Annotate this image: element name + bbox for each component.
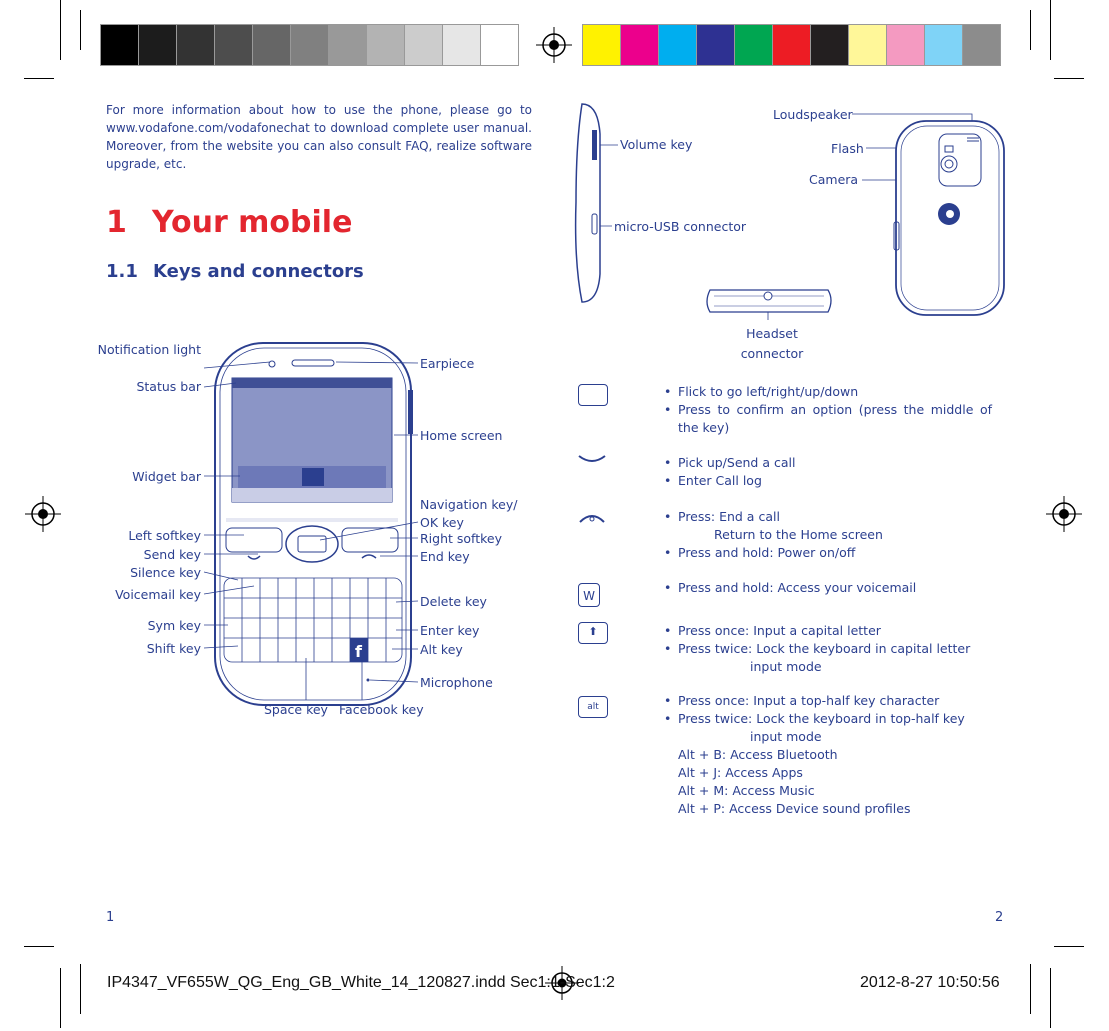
- alt-key-description: • Press once: Input a top-half key character • Press twice: Lock the keyboard in top-half key input mode Alt + B: Access Bluetooth Alt + J: Access Apps Alt + M: Access Music Alt + P: Access Device sound profiles: [664, 692, 1004, 818]
- svg-text:f: f: [355, 642, 362, 661]
- nav-key-icon: [578, 384, 608, 406]
- alt-key-icon: alt: [578, 696, 608, 718]
- notification-light-label: Notification light: [97, 342, 201, 357]
- end-key-description: • Press: End a call Return to the Home screen • Press and hold: Power on/off: [664, 508, 1004, 562]
- voicemail-key-label: Voicemail key: [115, 587, 201, 602]
- volume-key-label: Volume key: [620, 137, 693, 152]
- send-key-label: Send key: [143, 547, 201, 562]
- right-softkey-label: Right softkey: [420, 531, 503, 546]
- enter-key-label: Enter key: [420, 623, 480, 638]
- end-key-label: End key: [420, 549, 470, 564]
- print-slug-timestamp: 2012-8-27 10:50:56: [860, 974, 1000, 991]
- shift-key-description: • Press once: Input a capital letter • Press twice: Lock the keyboard in capital letter input mode: [664, 622, 1004, 676]
- delete-key-label: Delete key: [420, 594, 487, 609]
- intro-paragraph: For more information about how to use the phone, please go to www.vodafone.com/vodafonechat to download complete user manual. Moreover, from the website you can also consult FAQ, realize software upgrade, etc.: [106, 103, 532, 171]
- chapter-heading: 1 Your mobile: [106, 205, 353, 240]
- nav-key-description: • Flick to go left/right/up/down • Press to confirm an option (press the middle of the key): [664, 383, 1004, 437]
- flash-label: Flash: [831, 141, 864, 156]
- voicemail-key-description: • Press and hold: Access your voicemail: [664, 579, 1004, 597]
- phone-back-illustration: [893, 118, 1009, 318]
- widget-bar-label: Widget bar: [132, 469, 201, 484]
- page-number-left: 1: [106, 910, 115, 925]
- send-key-icon: [577, 450, 607, 470]
- left-softkey-label: Left softkey: [128, 528, 201, 543]
- section-heading: 1.1 Keys and connectors: [106, 261, 364, 282]
- shift-key-icon: ⬆: [578, 622, 608, 644]
- space-key-label: Space key: [264, 702, 328, 717]
- silence-key-label: Silence key: [130, 565, 201, 580]
- ok-key-label: OK key: [420, 515, 464, 530]
- loudspeaker-label: Loudspeaker: [773, 107, 853, 122]
- headset-connector-label: Headset connector: [740, 326, 804, 361]
- alt-key-label: Alt key: [420, 642, 463, 657]
- micro-usb-label: micro-USB connector: [614, 219, 747, 234]
- end-key-icon: [577, 508, 607, 528]
- print-slug-filename: IP4347_VF655W_QG_Eng_GB_White_14_120827.indd Sec1:1-Sec1:2: [107, 974, 615, 991]
- phone-bottom-illustration: [704, 286, 834, 316]
- sym-key-label: Sym key: [147, 618, 201, 633]
- page-number-right: 2: [995, 910, 1004, 925]
- earpiece-label: Earpiece: [420, 356, 475, 371]
- home-screen-label: Home screen: [420, 428, 503, 443]
- send-key-description: • Pick up/Send a call • Enter Call log: [664, 454, 1004, 490]
- status-bar-label: Status bar: [136, 379, 201, 394]
- navigation-key-label: Navigation key/: [420, 497, 518, 512]
- phone-side-illustration: [572, 100, 608, 306]
- microphone-label: Microphone: [420, 675, 493, 690]
- shift-key-label: Shift key: [146, 641, 201, 656]
- camera-label: Camera: [809, 172, 859, 187]
- voicemail-key-icon: W: [578, 583, 600, 607]
- facebook-key-label: Facebook key: [339, 702, 424, 717]
